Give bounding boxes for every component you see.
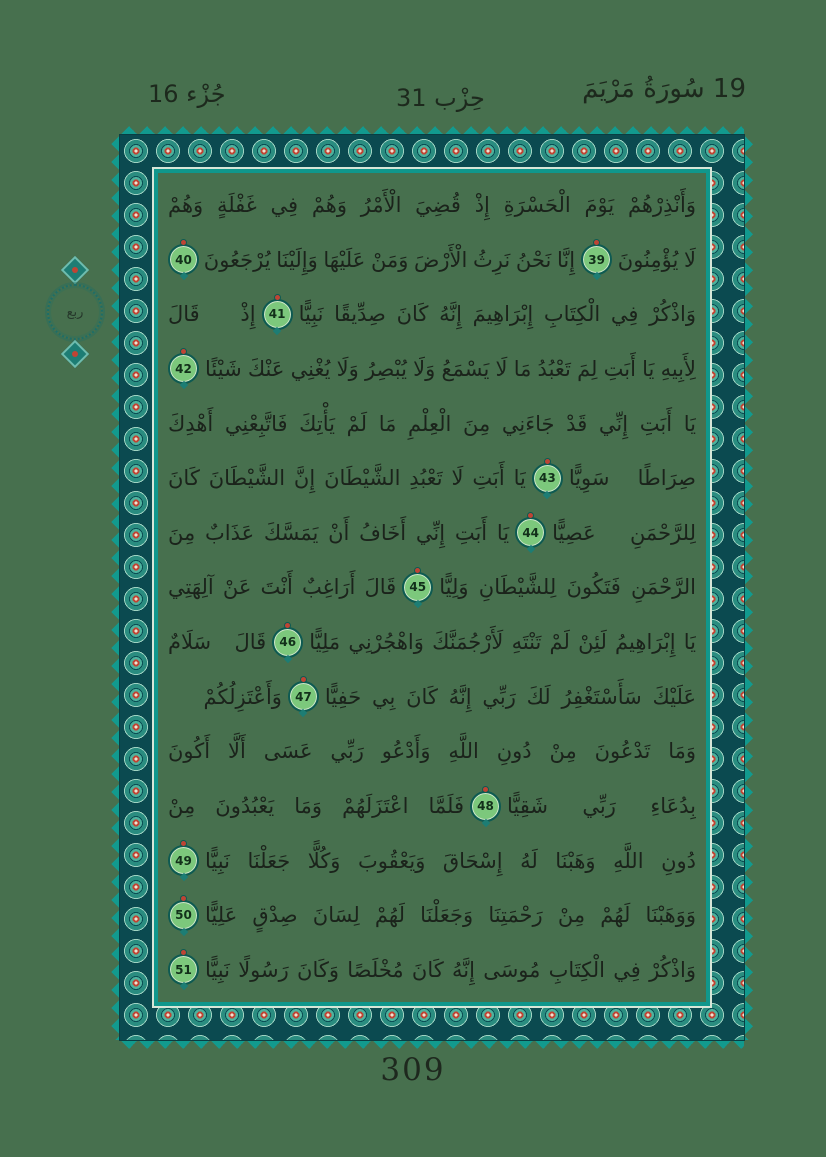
- ayah-text: قَالَ أَرَاغِبٌ أَنْتَ عَنْ آلِهَتِي: [168, 575, 397, 600]
- ayah-text: قَالَ سَلَامٌ: [168, 630, 267, 655]
- quran-line: [168, 835, 696, 887]
- ayah-text: وَاذْكُرْ فِي الْكِتَابِ إِبْرَاهِيمَ إِنَّهُ كَانَ صِدِّيقًا نَبِيًّا: [298, 302, 696, 327]
- quarter-hizb-medallion: [38, 258, 112, 366]
- header-surah-name: 19 سُورَةُ مَرْيَمَ: [582, 74, 746, 104]
- ayah-text: وَأَعْتَزِلُكُمْ: [203, 684, 282, 709]
- verse-number-marker: 43: [532, 463, 563, 494]
- ayah-text: وَأَنْذِرْهُمْ يَوْمَ الْحَسْرَةِ إِذْ قُضِيَ الْأَمْرُ وَهُمْ فِي غَفْلَةٍ وَهُمْ: [168, 193, 696, 217]
- verse-number-marker: 40: [168, 244, 199, 275]
- quran-line: [168, 889, 696, 941]
- quran-line: [168, 671, 696, 723]
- quran-line: [168, 944, 696, 996]
- ayah-text: وَوَهَبْنَا لَهُمْ مِنْ رَحْمَتِنَا وَجَعَلْنَا لَهُمْ لِسَانَ صِدْقٍ عَلِيًّا: [205, 903, 696, 928]
- ayah-text: بِدُعَاءِ رَبِّي شَقِيًّا: [507, 794, 696, 819]
- verse-number-marker: 39: [581, 244, 612, 275]
- ayah-text: يَا أَبَتِ إِنِّي أَخَافُ أَنْ يَمَسَّكَ عَذَابٌ مِنَ: [168, 520, 510, 545]
- quran-line: [168, 179, 696, 231]
- ayah-text: لَا يُؤْمِنُونَ: [617, 247, 696, 272]
- ayah-text: صِرَاطًا سَوِيًّا: [568, 466, 696, 491]
- ayah-text: الرَّحْمَنِ فَتَكُونَ لِلشَّيْطَانِ وَلِيًّا: [439, 575, 696, 600]
- quran-line: [168, 507, 696, 559]
- verse-number-marker: 46: [272, 627, 303, 658]
- quran-line: [168, 616, 696, 668]
- quran-line: [168, 343, 696, 395]
- ayah-text: فَلَمَّا اعْتَزَلَهُمْ وَمَا يَعْبُدُونَ مِنْ: [168, 794, 465, 819]
- header-juz-number: جُزْء 16: [148, 80, 226, 108]
- ayah-text: إِذْ قَالَ: [168, 302, 256, 327]
- verse-number-marker: 51: [168, 954, 199, 985]
- ayah-text: وَمَا تَدْعُونَ مِنْ دُونِ اللَّهِ وَأَدْعُو رَبِّي عَسَى أَلَّا أَكُونَ: [168, 739, 696, 764]
- medallion-circle: [47, 284, 103, 340]
- ayah-text: يَا أَبَتِ إِنِّي قَدْ جَاءَنِي مِنَ الْعِلْمِ مَا لَمْ يَأْتِكَ فَاتَّبِعْنِي أَهْدِكَ: [168, 411, 696, 436]
- page-number: 309: [380, 1052, 446, 1088]
- verse-number-marker: 42: [168, 353, 199, 384]
- ayah-text: إِنَّا نَحْنُ نَرِثُ الْأَرْضَ وَمَنْ عَلَيْهَا وَإِلَيْنَا يُرْجَعُونَ: [203, 247, 576, 272]
- verse-number-marker: 50: [168, 900, 199, 931]
- quran-line: [168, 288, 696, 340]
- quran-line: [168, 561, 696, 613]
- ayah-text: لِلرَّحْمَنِ عَصِيًّا: [552, 520, 696, 545]
- ayah-text: يَا أَبَتِ لَا تَعْبُدِ الشَّيْطَانَ إِنَّ الشَّيْطَانَ كَانَ: [168, 466, 526, 491]
- quran-line: [168, 725, 696, 777]
- medallion-top-red-dot-icon: [72, 267, 78, 273]
- quran-line: [168, 452, 696, 504]
- verse-number-marker: 45: [402, 572, 433, 603]
- ayah-text: عَلَيْكَ سَأَسْتَغْفِرُ لَكَ رَبِّي إِنَّهُ كَانَ بِي حَفِيًّا: [324, 684, 696, 709]
- ayah-text: لِأَبِيهِ يَا أَبَتِ لِمَ تَعْبُدُ مَا لَا يَسْمَعُ وَلَا يُبْصِرُ وَلَا يُغْنِي عَنْكَ شَيْئًا: [205, 356, 696, 381]
- quran-line: [168, 780, 696, 832]
- decorative-border-frame: [112, 127, 752, 1048]
- frame-inner-panel: [154, 169, 710, 1006]
- ayah-text: يَا إِبْرَاهِيمُ لَئِنْ لَمْ تَنْتَهِ لَأَرْجُمَنَّكَ وَاهْجُرْنِي مَلِيًّا: [309, 630, 696, 655]
- quran-line: [168, 398, 696, 450]
- ayah-text: وَاذْكُرْ فِي الْكِتَابِ مُوسَى إِنَّهُ كَانَ مُخْلَصًا وَكَانَ رَسُولًا نَبِيًّا: [205, 957, 696, 982]
- verse-number-marker: 49: [168, 845, 199, 876]
- medallion-bottom-red-dot-icon: [72, 351, 78, 357]
- medallion-label: ربع: [66, 304, 84, 320]
- header-hizb-number: حِزْب 31: [396, 84, 485, 112]
- verse-number-marker: 48: [470, 791, 501, 822]
- verse-number-marker: 41: [262, 299, 293, 330]
- verse-number-marker: 47: [288, 681, 319, 712]
- ayah-text: دُونِ اللَّهِ وَهَبْنَا لَهُ إِسْحَاقَ وَيَعْقُوبَ وَكُلًّا جَعَلْنَا نَبِيًّا: [205, 848, 696, 873]
- verse-number-marker: 44: [515, 517, 546, 548]
- quran-text-area: [168, 179, 696, 996]
- quran-line: [168, 234, 696, 286]
